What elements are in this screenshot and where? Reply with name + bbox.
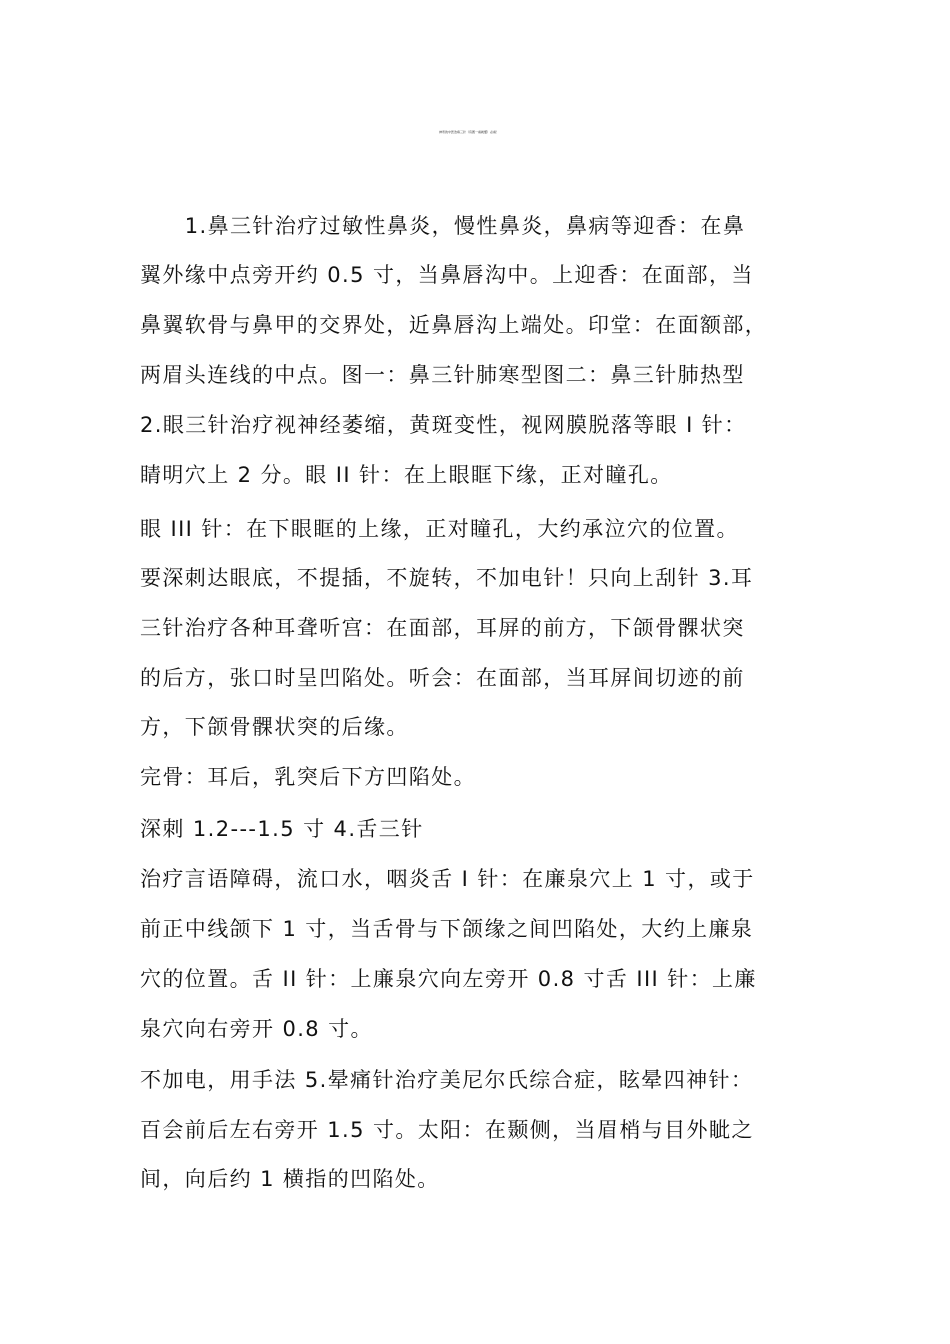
text-line-19: 百会前后左右旁开 1.5 寸。太阳：在颞侧，当眉梢与目外眦之	[140, 1118, 754, 1142]
text-line-4: 两眉头连线的中点。图一：鼻三针肺寒型图二：鼻三针肺热型	[140, 363, 745, 387]
text-line-7: 眼 III 针：在下眼眶的上缘，正对瞳孔，大约承泣穴的位置。	[140, 517, 739, 541]
text-line-12: 完骨：耳后，乳突后下方凹陷处。	[140, 765, 476, 789]
text-line-3: 鼻翼软骨与鼻甲的交界处，近鼻唇沟上端处。印堂：在面额部，	[140, 313, 768, 337]
text-line-2: 翼外缘中点旁开约 0.5 寸，当鼻唇沟中。上迎香：在面部，当	[140, 263, 754, 287]
text-line-9: 三针治疗各种耳聋听宫：在面部，耳屏的前方，下颌骨髁状突	[140, 616, 745, 640]
text-line-20: 间，向后约 1 横指的凹陷处。	[140, 1167, 440, 1191]
text-line-5: 2.眼三针治疗视神经萎缩，黄斑变性，视网膜脱落等眼 I 针：	[140, 413, 747, 437]
text-line-16: 穴的位置。舌 II 针：上廉泉穴向左旁开 0.8 寸舌 III 针：上廉	[140, 967, 757, 991]
text-line-6: 睛明穴上 2 分。眼 II 针：在上眼眶下缘，正对瞳孔。	[140, 463, 673, 487]
text-line-15: 前正中线颌下 1 寸，当舌骨与下颌缘之间凹陷处，大约上廉泉	[140, 917, 754, 941]
text-line-1: 1.鼻三针治疗过敏性鼻炎，慢性鼻炎，鼻病等迎香：在鼻	[140, 214, 746, 238]
text-line-17: 泉穴向右旁开 0.8 寸。	[140, 1017, 373, 1041]
text-line-13: 深刺 1.2---1.5 寸 4.舌三针	[140, 817, 424, 841]
text-line-8: 要深刺达眼底，不提插，不旋转，不加电针！只向上刮针 3.耳	[140, 566, 754, 590]
text-line-10: 的后方，张口时呈凹陷处。听会：在面部，当耳屏间切迹的前	[140, 666, 745, 690]
text-line-18: 不加电，用手法 5.晕痛针治疗美尼尔氏综合症，眩晕四神针：	[140, 1068, 754, 1092]
document-title: 神奇的中医治病三针（有图一看就懂）必看！	[438, 130, 499, 134]
text-line-11: 方，下颌骨髁状突的后缘。	[140, 715, 409, 739]
text-line-14: 治疗言语障碍，流口水，咽炎舌 I 针：在廉泉穴上 1 寸，或于	[140, 867, 755, 891]
